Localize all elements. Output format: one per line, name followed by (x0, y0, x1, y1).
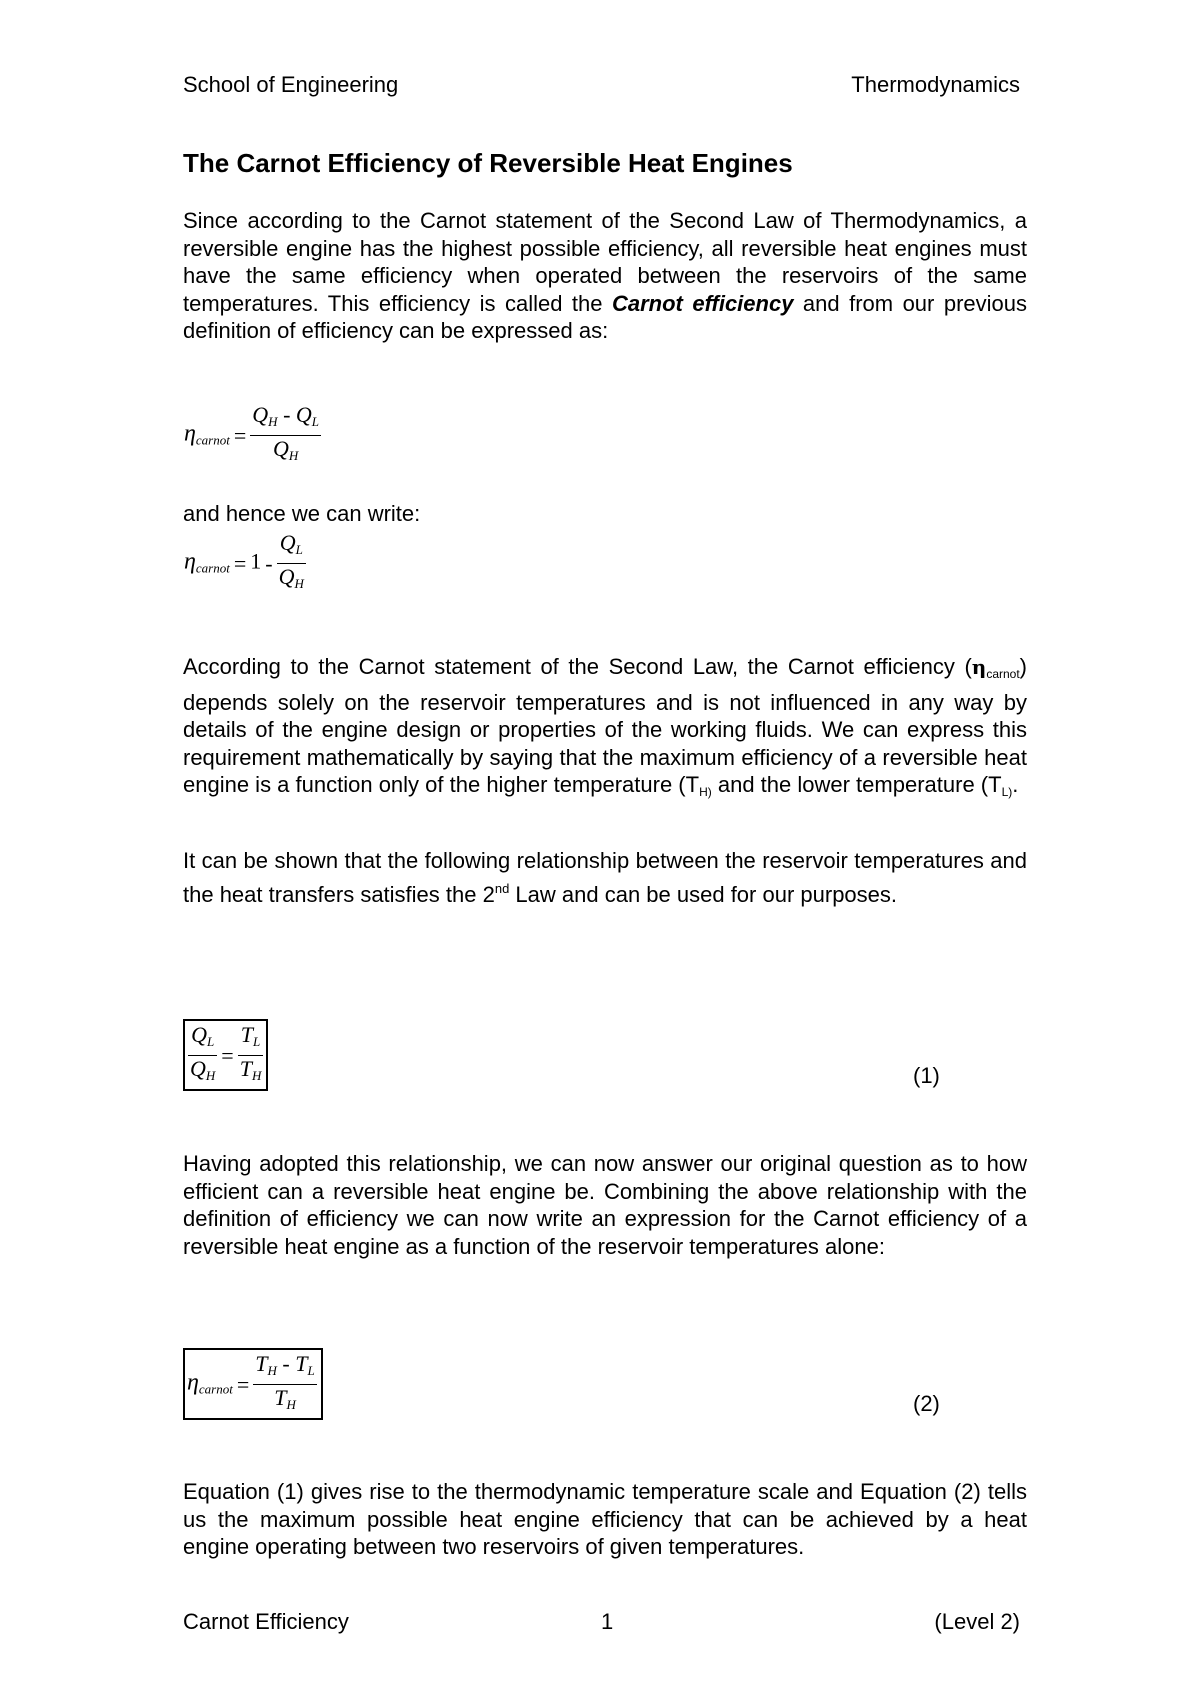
equals-sign: = (233, 422, 247, 448)
fraction-denominator: QH (273, 436, 299, 463)
superscript-nd: nd (494, 880, 510, 896)
header-right: Thermodynamics (851, 72, 1020, 97)
eta-symbol: η (187, 1369, 199, 1396)
page-title: The Carnot Efficiency of Reversible Heat Engines (183, 148, 793, 178)
carnot-efficiency-term: Carnot efficiency (611, 290, 794, 316)
paragraph-hence: and hence we can write: (183, 501, 421, 526)
minus-sign: - (265, 550, 273, 576)
fraction-denominator: QH (278, 564, 304, 591)
footer-left: Carnot Efficiency (183, 1609, 349, 1634)
fraction-temperature: $\frac{TL}{TH}$ (239, 1022, 262, 1083)
fraction-heat: $\frac{QL}{QH}$ (190, 1022, 216, 1083)
paragraph-carnot-statement: According to the Carnot statement of the Second Law, the Carnot efficiency $(\eta_{carnot})$ depends solely on the reservoir temperatures and is not influenced in any way by details of the engine design or properties of the working fluids. We can express this requirement mathematically by saying that the maximum efficiency of a reversible heat engine is a function only of the higher temperature ($T_{H)}$ and the lower temperature ($T_{L)}$. (183, 654, 1027, 799)
equation-number-2: (2) (913, 1391, 940, 1416)
equation-2-box (183, 1348, 323, 1420)
equation-carnot-definition (184, 402, 321, 469)
eta-subscript: carnot (195, 432, 230, 448)
fraction-numerator: QH - QL (250, 402, 321, 436)
header-left: School of Engineering (183, 72, 399, 97)
equation-1-box (183, 1019, 268, 1091)
eta-subscript: carnot (198, 1381, 233, 1397)
fraction (250, 402, 321, 469)
paragraph-conclusion: Equation (1) gives rise to the thermodynamic temperature scale and Equation (2) tells us the maximum possible heat engine efficiency that can be achieved by a heat engine operating between two reservoirs of given temperatures. (183, 1479, 1027, 1559)
eta-subscript: carnot (986, 667, 1020, 681)
eta-symbol: η (184, 420, 196, 447)
fraction-numerator: QL (277, 530, 306, 564)
equals-sign: = (221, 1042, 234, 1068)
paragraph-intro-text-b: and from our previous definition of efficiency can be expressed as: (183, 290, 1027, 343)
page-number: 1 (601, 1609, 614, 1634)
eta-subscript: carnot (195, 560, 230, 576)
fraction: $\frac{TH - TL}{TH}$ (255, 1351, 315, 1412)
equals-sign: = (236, 1371, 250, 1397)
eta-symbol: η (184, 548, 196, 575)
paragraph-intro (183, 207, 1027, 345)
equation-number-1: (1) (913, 1063, 940, 1088)
fraction (277, 530, 306, 597)
eta-symbol: η (971, 655, 987, 679)
paragraph-relationship: It can be shown that the following relationship between the reservoir temperatures and the heat transfers satisfies the 2nd Law and can be used for our purposes. (183, 848, 1027, 907)
footer-right: (Level 2) (934, 1609, 1020, 1634)
one: 1 (250, 548, 262, 574)
equation-carnot-ratio (184, 530, 306, 597)
paragraph-intro-text-a: Since according to the Carnot statement of the Second Law of Thermodynamics, a reversible engine has the highest possible efficiency, all reversible heat engines must have the same efficiency when operated between the reservoirs of the same temperatures. This efficiency is called the (183, 208, 1027, 316)
equals-sign: = (233, 550, 247, 576)
paragraph-combining: Having adopted this relationship, we can now answer our original question as to how efficient can a reversible heat engine be. Combining the above relationship with the definition of efficiency we can now write an expression for the Carnot efficiency of a reversible heat engine as a function of the reservoir temperatures alone: (183, 1151, 1027, 1259)
